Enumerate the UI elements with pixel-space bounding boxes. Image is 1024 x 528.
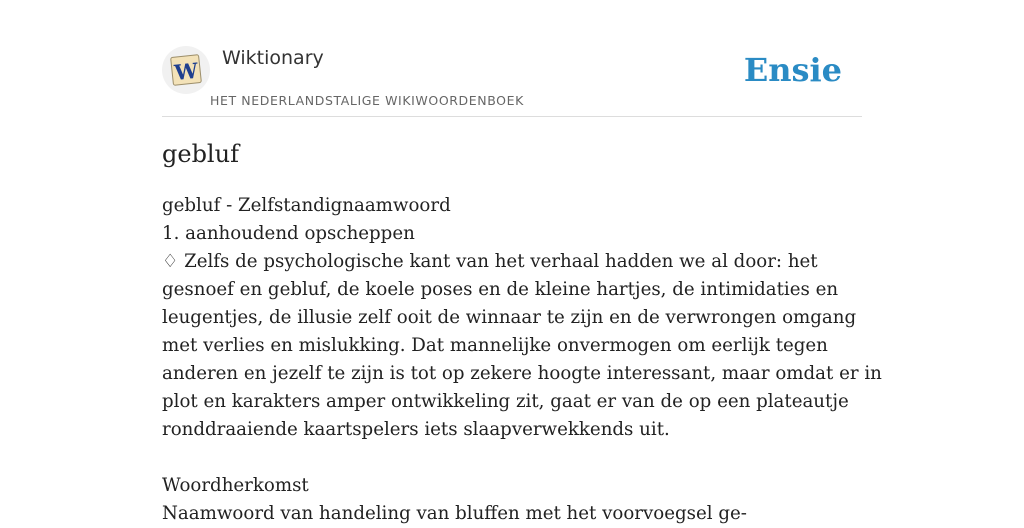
site-header	[162, 40, 862, 117]
wiktionary-logo-icon[interactable]	[162, 46, 210, 94]
page-title: gebluf	[162, 140, 239, 168]
usage-example: ♢ Zelfs de psychologische kant van het verhaal hadden we al door: het gesnoef en gebluf, de koele poses en de kleine hartjes, de intimidaties en leugentjes, de illusie zelf ooit de winnaar te zijn en de verwrongen omgang met verlies en mislukking. Dat mannelijke onvermogen om eerlijk tegen anderen en jezelf te zijn is tot op zekere hoogte interessant, maar omdat er in plot en karakters amper ontwikkeling zit, gaat er van de op een plateautje ronddraaiende kaartspelers iets slaapverwekkends uit.	[162, 251, 882, 440]
site-name-link[interactable]: Wiktionary	[222, 47, 324, 69]
part-of-speech-line: gebluf - Zelfstandignaamwoord	[162, 195, 451, 216]
section-spacer	[162, 444, 882, 472]
ensie-brand-link[interactable]: Ensie	[743, 51, 842, 89]
logo-tile	[168, 52, 204, 88]
site-tagline: HET NEDERLANDSTALIGE WIKIWOORDENBOEK	[210, 93, 524, 108]
definition-1: 1. aanhoudend opscheppen	[162, 223, 415, 244]
logo-letter: W	[173, 57, 200, 86]
entry-content	[162, 136, 882, 528]
etymology-text: Naamwoord van handeling van bluffen met het voorvoegsel ge-	[162, 503, 747, 524]
etymology-heading: Woordherkomst	[162, 475, 309, 496]
